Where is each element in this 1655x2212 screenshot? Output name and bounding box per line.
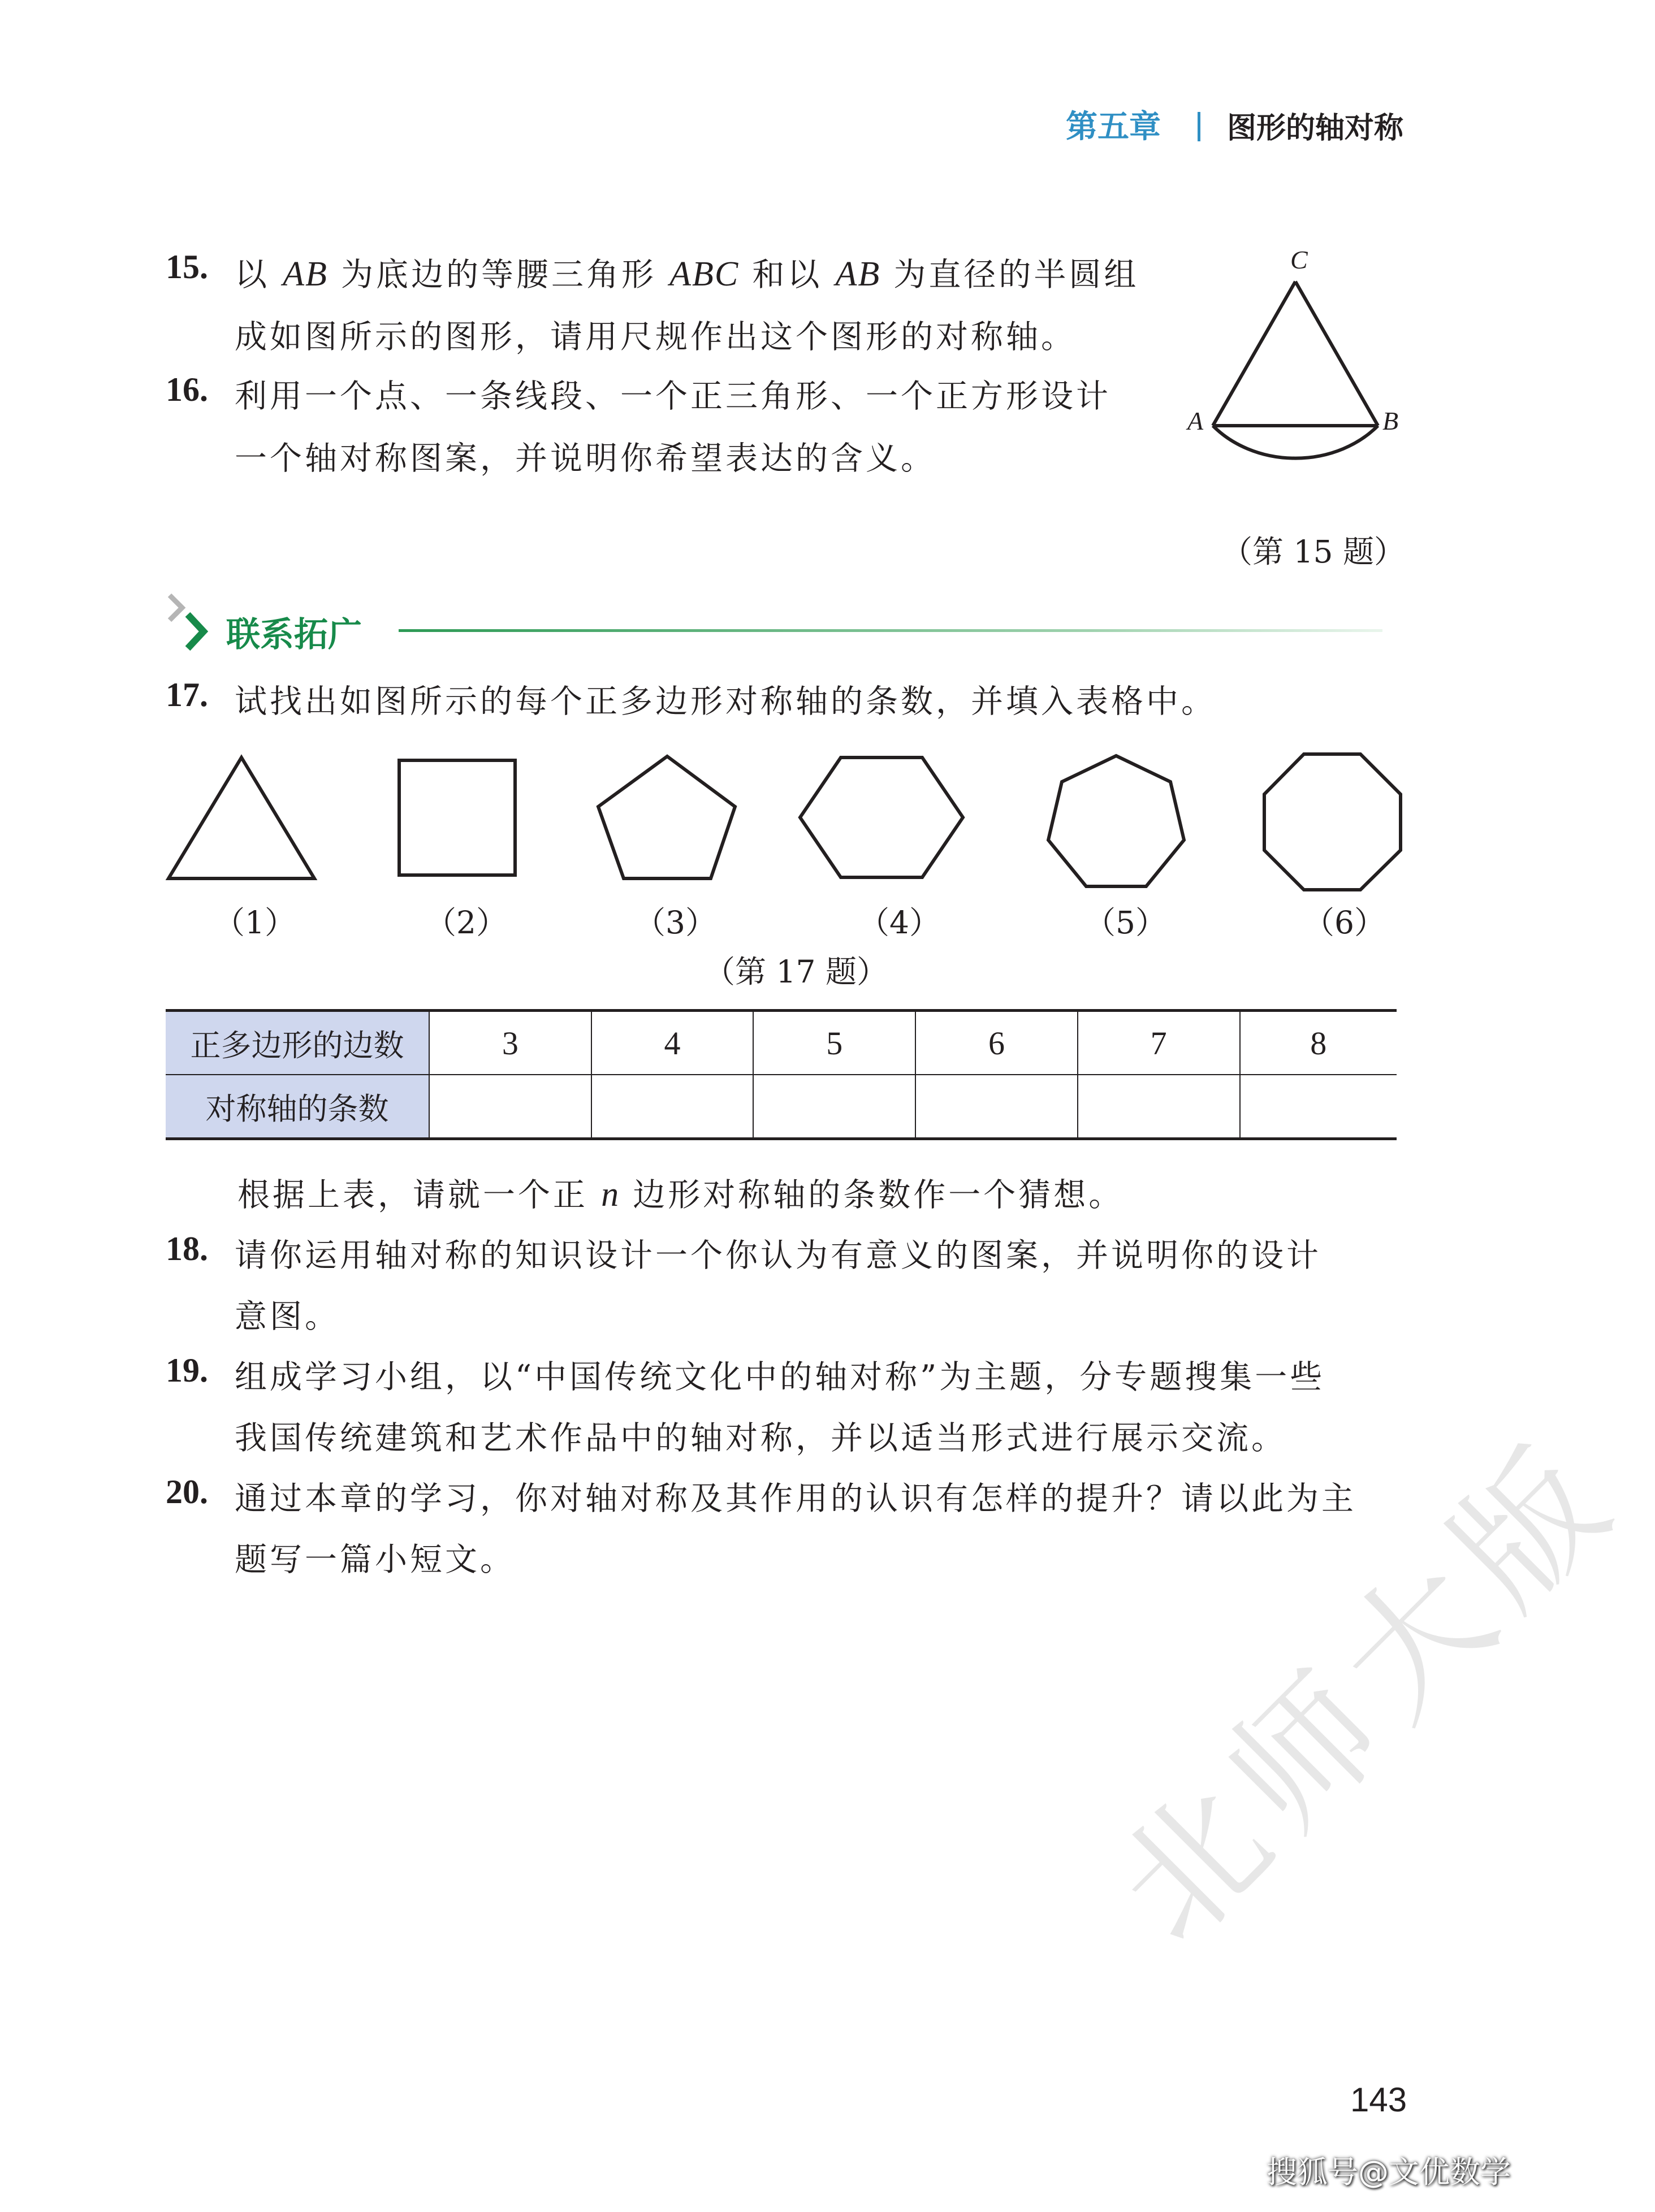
label-c: C <box>1290 245 1308 274</box>
side-ac <box>1213 282 1295 426</box>
source-watermark: 搜狐号@文优数学 <box>1267 2154 1511 2190</box>
page-number: 143 <box>1350 2081 1407 2119</box>
problem-16-number: 16. <box>166 371 208 408</box>
table-cell-blank <box>915 1075 1078 1139</box>
problem-19-number: 19. <box>166 1352 208 1389</box>
problem-20-line-2: 题写一篇小短文。 <box>235 1541 515 1578</box>
problem-15-number: 15. <box>166 248 208 285</box>
shape-label-4: （4） <box>858 904 940 941</box>
problem-17-number: 17. <box>166 676 208 713</box>
section-rule <box>399 629 1382 632</box>
figure-15-diagram <box>1182 243 1419 526</box>
shape-label-2: （2） <box>425 904 507 941</box>
problem-20-line-1: 通过本章的学习，你对轴对称及其作用的认识有怎样的提升？请以此为主 <box>235 1480 1356 1517</box>
table-cell-blank <box>591 1075 754 1139</box>
table-cell: 4 <box>591 1011 754 1075</box>
publisher-stamp: 北师大版 <box>1085 1409 1650 1973</box>
section-title: 联系拓广 <box>226 615 362 655</box>
row-header-axes: 对称轴的条数 <box>166 1075 429 1139</box>
problem-17-line-1: 试找出如图所示的每个正多边形对称轴的条数，并填入表格中。 <box>235 683 1216 720</box>
figure-15-caption: （第 15 题） <box>1221 534 1405 570</box>
heptagon-shape <box>1048 756 1184 886</box>
table-cell: 5 <box>753 1011 915 1075</box>
problem-19-line-1: 组成学习小组，以“中国传统文化中的轴对称”为主题，分专题搜集一些 <box>235 1358 1325 1396</box>
label-b: B <box>1382 406 1399 435</box>
table-cell: 7 <box>1078 1011 1240 1075</box>
hexagon-shape <box>800 757 963 877</box>
problem-18-number: 18. <box>166 1230 208 1267</box>
problem-15-line-2: 成如图所示的图形，请用尺规作出这个图形的对称轴。 <box>235 318 1076 356</box>
table-row <box>166 1075 1397 1139</box>
shape-label-1: （1） <box>214 904 296 941</box>
row-header-sides: 正多边形的边数 <box>166 1011 429 1075</box>
table-cell: 8 <box>1240 1011 1397 1075</box>
problem-19-line-2: 我国传统建筑和艺术作品中的轴对称，并以适当形式进行展示交流。 <box>235 1419 1286 1457</box>
table-cell-blank <box>753 1075 915 1139</box>
header-separator <box>1198 112 1200 141</box>
table-cell-blank <box>429 1075 591 1139</box>
chapter-title: 图形的轴对称 <box>1227 111 1404 145</box>
problem-16-line-2: 一个轴对称图案，并说明你希望表达的含义。 <box>235 440 936 477</box>
table-cell-blank <box>1240 1075 1397 1139</box>
problem-17-followup: 根据上表，请就一个正 n 边形对称轴的条数作一个猜想。 <box>237 1175 1124 1214</box>
table-cell-blank <box>1078 1075 1240 1139</box>
polygon-axes-table <box>166 1009 1397 1140</box>
table-row <box>166 1011 1397 1075</box>
problem-16-line-1: 利用一个点、一条线段、一个正三角形、一个正方形设计 <box>235 378 1111 415</box>
triangle-shape <box>168 757 314 878</box>
table-cell: 6 <box>915 1011 1078 1075</box>
shape-label-6: （6） <box>1303 904 1385 941</box>
figure-17-polygons <box>0 735 1563 904</box>
semicircle <box>1213 426 1378 458</box>
shape-label-3: （3） <box>634 904 716 941</box>
figure-17-caption: （第 17 题） <box>704 954 888 990</box>
square-shape <box>399 760 515 875</box>
label-a: A <box>1187 406 1204 435</box>
problem-15-line-1: 以 AB 为底边的等腰三角形 ABC 和以 AB 为直径的半圆组 <box>235 255 1139 293</box>
section-chevron-icon <box>165 591 222 653</box>
problem-18-line-2: 意图。 <box>235 1298 340 1335</box>
shape-label-5: （5） <box>1084 904 1166 941</box>
octagon-shape <box>1264 754 1401 890</box>
chapter-label: 第五章 <box>1066 109 1161 145</box>
pentagon-shape <box>598 756 735 878</box>
problem-18-line-1: 请你运用轴对称的知识设计一个你认为有意义的图案，并说明你的设计 <box>235 1237 1321 1274</box>
problem-20-number: 20. <box>166 1473 208 1510</box>
side-bc <box>1295 282 1378 426</box>
table-cell: 3 <box>429 1011 591 1075</box>
